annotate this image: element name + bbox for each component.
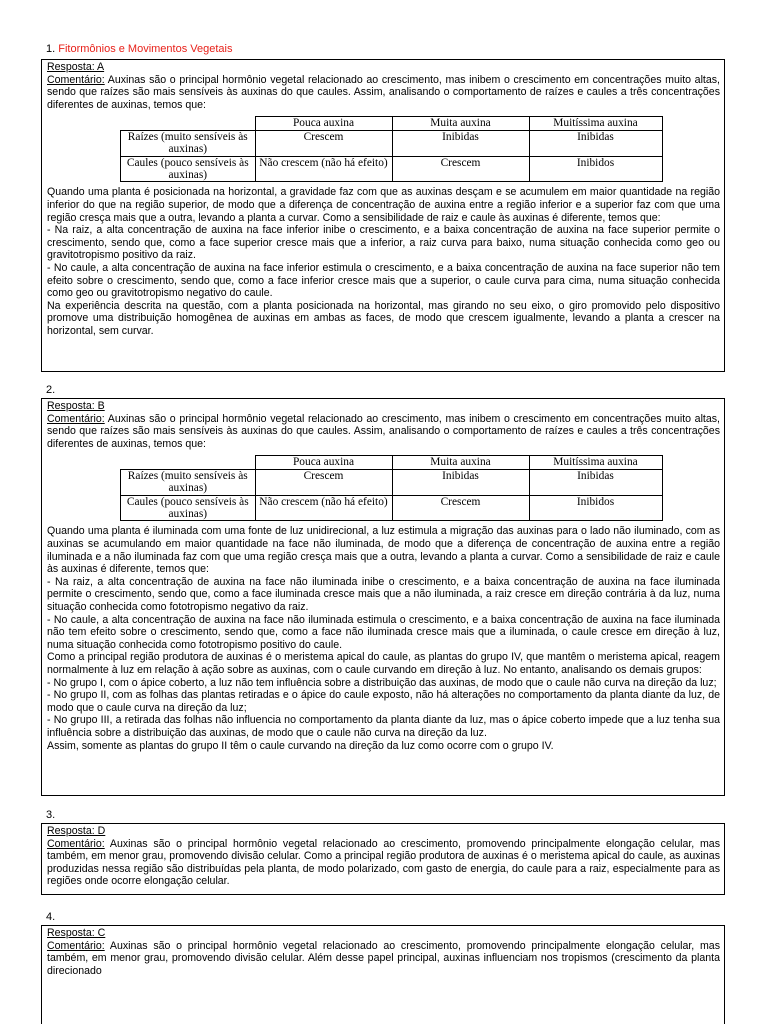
paragraph: - No grupo I, com o ápice coberto, a luz não tem influência sobre a distribuição das auxinas, de modo que o caule não curva na direção da luz; — [47, 676, 717, 689]
table-cell: Inibidas — [529, 130, 662, 156]
table-cell: Crescem — [392, 495, 529, 521]
paragraph: Quando uma planta é posicionada na horizontal, a gravidade faz com que as auxinas desçam e se acumulem em maior quantidade na região inferior do que na região superior, de modo que a diferença de concentração de auxina entre a região inferior e a superior faz com que uma região cresça mais que a outra, levando a planta a curvar. Como a sensibilidade de raiz e caule às auxinas é diferente, temos que: — [47, 186, 720, 224]
answer-label: Resposta: B — [47, 400, 105, 412]
section-heading — [46, 43, 232, 56]
comment-intro: Comentário: Auxinas são o principal hormônio vegetal relacionado ao crescimento, promovendo principalmente elongação celular, mas também, em menor grau, promovendo divisão celular. Como a principal região produtora de auxinas é o meristema apical do caule, as auxinas produzidas nessa região são distribuídas pela planta, de modo polarizado, com gasto de energia, do caule para a raiz, especialmente para as regiões onde ocorre elongação celular. — [47, 837, 720, 888]
paragraph: Quando uma planta é iluminada com uma fonte de luz unidirecional, a luz estimula a migração das auxinas para o lado não iluminado, com as auxinas se acumulando em maior quantidade na face não iluminada, de modo que a diferença de concentração de auxina entre a região iluminada e a não iluminada faz com que uma região cresça mais que a outra, levando a planta a curvar. Como a sensibilidade de raiz e caule às auxinas é diferente, temos que: — [47, 525, 720, 576]
answer-label: Resposta: D — [47, 825, 106, 837]
row-label: Caules (pouco sensíveis às auxinas) — [121, 495, 256, 521]
auxin-table — [120, 455, 663, 521]
auxin-table — [120, 116, 663, 182]
paragraph: - No caule, a alta concentração de auxina na face inferior estimula o crescimento, e a baixa concentração de auxina na face superior não tem efeito sobre o crescimento, sendo que, como a face inferior cresce mais que a superior, o caule curva para cima, numa situação conhecida como geo ou gravitotropismo negativo do caule. — [47, 261, 720, 300]
question-number: 1. — [46, 43, 59, 55]
question-number: 4. — [46, 911, 56, 923]
table-cell: Inibidas — [392, 130, 529, 156]
header-cell: Pouca auxina — [255, 456, 392, 469]
table-row — [121, 156, 663, 182]
paragraph: - Na raiz, a alta concentração de auxina na face inferior inibe o crescimento, e a baixa concentração de auxina na face superior permite o crescimento, sendo que, como a face superior cresce mais que a inferior, a raiz curva para baixo, numa situação conhecida como geo ou gravitotropismo positivo da raiz. — [47, 224, 720, 262]
header-cell: Muitíssima auxina — [529, 117, 662, 130]
header-cell: Pouca auxina — [255, 117, 392, 130]
paragraph: - No caule, a alta concentração de auxina na face não iluminada estimula o crescimento, e a baixa concentração de auxina na face iluminada não tem efeito sobre o crescimento, sendo que, como a face não iluminada cresce mais que a iluminada, o caule cresce em direção à luz, numa situação conhecida como fototropismo positivo do caule. — [47, 613, 720, 651]
row-label: Raízes (muito sensíveis às auxinas) — [121, 130, 256, 156]
paragraph: - Na raiz, a alta concentração de auxina na face não iluminada inibe o crescimento, e a baixa concentração de auxina na face iluminada permite o crescimento, sendo que, como a face iluminada cresce mais que a não iluminada, a raiz cresce em direção contrária à da luz, numa situação conhecida como fototropismo negativo da raiz. — [47, 575, 720, 613]
paragraph: Assim, somente as plantas do grupo II têm o caule curvando na direção da luz como ocorre com o grupo IV. — [47, 739, 554, 752]
comment-intro: Comentário: Auxinas são o principal hormônio vegetal relacionado ao crescimento, mas inibem o crescimento em concentrações muito altas, sendo que raízes são mais sensíveis às auxinas do que caules. Assim, analisando o comportamento de raízes e caules a três concentrações diferentes de auxinas, temos que: — [47, 412, 720, 450]
header-cell: Muitíssima auxina — [529, 456, 662, 469]
table-row — [121, 130, 663, 156]
answer-box-3 — [41, 823, 725, 895]
table-cell: Crescem — [255, 469, 392, 495]
row-label: Raízes (muito sensíveis às auxinas) — [121, 469, 256, 495]
table-cell: Crescem — [255, 130, 392, 156]
comment-intro: Comentário: Auxinas são o principal hormônio vegetal relacionado ao crescimento, mas inibem o crescimento em concentrações muito altas, sendo que raízes são mais sensíveis às auxinas do que caules. Assim, analisando o comportamento de raízes e caules a três concentrações diferentes de auxinas, temos que: — [47, 73, 720, 111]
table-header-row — [121, 117, 663, 130]
answer-label: Resposta: A — [47, 61, 105, 73]
answer-box-4 — [41, 925, 725, 1024]
table-cell: Inibidos — [529, 156, 662, 182]
answer-label: Resposta: C — [47, 927, 106, 939]
table-cell: Inibidas — [392, 469, 529, 495]
row-label: Caules (pouco sensíveis às auxinas) — [121, 156, 256, 182]
comment-intro: Comentário: Auxinas são o principal hormônio vegetal relacionado ao crescimento, promovendo principalmente elongação celular, mas também, em menor grau, promovendo divisão celular. Além desse papel principal, auxinas influenciam nos tropismos (crescimento da planta direcionado — [47, 939, 720, 977]
table-row — [121, 495, 663, 521]
table-cell: Crescem — [392, 156, 529, 182]
table-header-row — [121, 456, 663, 469]
question-number: 2. — [46, 384, 56, 396]
table-cell: Não crescem (não há efeito) — [255, 156, 392, 182]
paragraph: Como a principal região produtora de auxinas é o meristema apical do caule, as plantas do grupo IV, que mantêm o meristema apical, reagem normalmente à luz em relação à ação sobre as auxinas, com o caule curvando em direção à luz. No entanto, analisando os demais grupos: — [47, 651, 720, 676]
answer-box-2 — [41, 398, 725, 796]
answer-box-1 — [41, 59, 725, 372]
paragraph: - No grupo II, com as folhas das plantas retiradas e o ápice do caule exposto, não há alterações no comportamento da planta diante da luz, de modo que o caule curva na direção da luz; — [47, 689, 720, 714]
header-cell: Muita auxina — [392, 117, 529, 130]
header-cell: Muita auxina — [392, 456, 529, 469]
section-title: Fitormônios e Movimentos Vegetais — [58, 43, 233, 55]
table-cell: Não crescem (não há efeito) — [255, 495, 392, 521]
paragraph: - No grupo III, a retirada das folhas não influencia no comportamento da planta diante da luz, mas o ápice coberto impede que a luz tenha sua influência sobre a distribuição das auxinas, de modo que o caule não curva na direção da luz. — [47, 714, 720, 739]
table-cell: Inibidos — [529, 495, 662, 521]
table-row — [121, 469, 663, 495]
table-cell: Inibidas — [529, 469, 662, 495]
question-number: 3. — [46, 809, 56, 821]
paragraph: Na experiência descrita na questão, com a planta posicionada na horizontal, mas girando no seu eixo, o giro promovido pelo dispositivo promove uma distribuição homogênea de auxinas em ambas as faces, de modo que crescem igualmente, levando a planta a crescer na horizontal, sem curvar. — [47, 299, 720, 337]
